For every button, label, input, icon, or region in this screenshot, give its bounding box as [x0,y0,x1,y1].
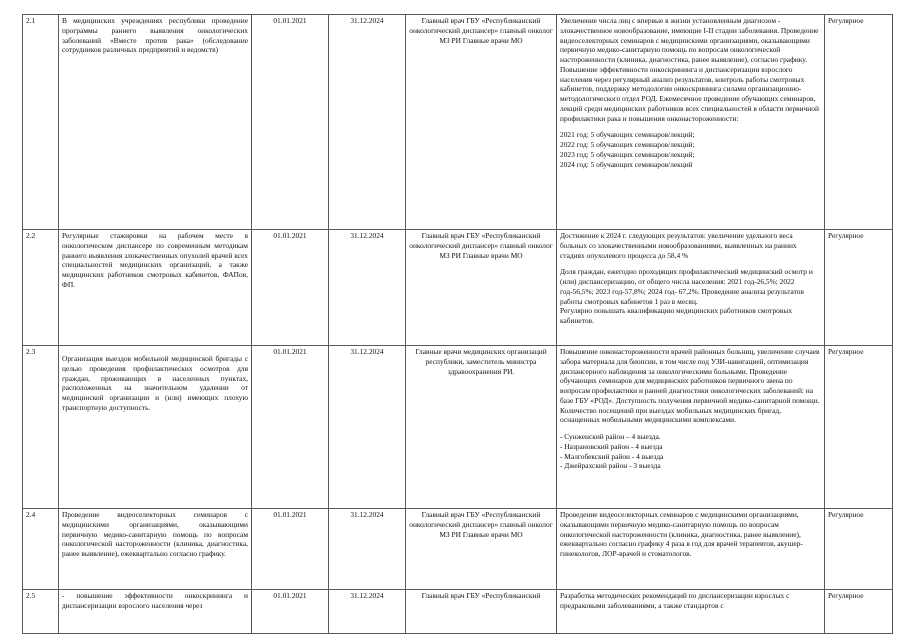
result-paragraph: Достижение к 2024 г. следующих результатов: увеличение удельного веса больных со злокачественными новообразованиями, выявленных на ранних стадиях опухолевого процесса до 58,4 % [560,231,797,260]
end-date: 31.12.2024 [329,230,406,346]
table-row [23,15,893,230]
start-date: 01.01.2021 [252,230,329,346]
responsible-cell: Главный врач ГБУ «Республиканский онкологический диспансер» главный онколог МЗ РИ Главные врачи МО [406,230,557,346]
end-date: 31.12.2024 [329,509,406,590]
result-paragraph: Регулярно повышать квалификацию медицинских работников смотровых кабинетов. [560,306,793,326]
result-cell [557,346,825,509]
responsible-cell: Главный врач ГБУ «Республиканский онкологический диспансер» главный онколог МЗ РИ Главные врачи МО [406,15,557,230]
blank-line [62,347,248,354]
frequency-cell: Регулярное [825,590,893,634]
blank-line [560,425,821,432]
result-cell [557,590,825,634]
start-date: 01.01.2021 [252,346,329,509]
start-date: 01.01.2021 [252,509,329,590]
result-paragraph: Разработка методических рекомендаций по диспансеризации взрослых с предраковыми заболеваниями, а также стандартов с [560,591,790,610]
end-date: 31.12.2024 [329,15,406,230]
end-date: 31.12.2024 [329,590,406,634]
result-cell [557,509,825,590]
responsible-cell: Главный врач ГБУ «Республиканский [406,590,557,634]
table-row [23,509,893,590]
result-paragraph: Проведение видеоселекторных семинаров с медицинскими организациями, оказывающими первичную медико-санитарную помощь по вопросам онкологической настороженности (клиника, диагностика, ранее выявление), ежеквартально согласно графику 4 раза в год для врачей терапевтов, акушер-гинекологов, ЛОР-врачей и стоматологов. [560,510,803,559]
row-number: 2.3 [23,346,59,509]
table-row [23,590,893,634]
activity-text: Организация выездов мобильной медицинской бригады с целью проведения профилактических осмотров для граждан, проживающих в населенных пунктах, расположенных на значительном удалении от медицинской организации и (или) имеющих плохую транспортную доступность. [62,354,248,412]
result-cell [557,230,825,346]
result-paragraph: 2021 год: 5 обучающих семинаров/лекций; [560,130,695,140]
result-paragraph: Повышение эффективности онкоскрининга и диспансеризации взрослого населения через регулярный анализ результатов, контроль работы смотровых кабинетов, поддержку методологии онкоскрининга силами организационно-методологического отдел РОД. Ежемесячное проведение обучающих семинаров, лекций среди медицинских работников всех специальностей в области первичной профилактики рака и повышения онконастороженности: [560,64,819,123]
row-number: 2.4 [23,509,59,590]
activity-cell: Регулярные стажировки на рабочем месте в онкологическом диспансере по современным методикам раннего выявления злокачественных опухолей врачей всех специальностей медицинских организаций, а также медицинских работников смотровых кабинетов, ФАПов, ФП. [59,230,252,346]
result-paragraph: - Назрановский район - 4 выезда [560,441,663,451]
result-cell [557,15,825,230]
result-paragraph: 2023 год: 5 обучающих семинаров/лекций; [560,149,695,159]
start-date: 01.01.2021 [252,15,329,230]
result-paragraph: 2022 год: 5 обучающих семинаров/лекций; [560,140,695,150]
result-paragraph: Доля граждан, ежегодно проходящих профилактический медицинский осмотр и (или) диспансеризацию, от общего числа населения: 2021 год-26,5%; 2022 год-56,5%; 2023 год-57,8%; 2024 год- 67,2%. Проведение анализа результатов работы смотровых кабинетов 1 раз в месяц. [560,267,813,306]
frequency-cell: Регулярное [825,15,893,230]
frequency-cell: Регулярное [825,509,893,590]
start-date: 01.01.2021 [252,590,329,634]
table-row [23,346,893,509]
row-number: 2.5 [23,590,59,634]
row-number: 2.1 [23,15,59,230]
frequency-cell: Регулярное [825,230,893,346]
activity-cell: - повышение эффективности онкоскрининга и диспансеризации взрослого населения через [59,590,252,634]
blank-line [560,123,821,130]
responsible-cell: Главные врачи медицинских организаций республики, заместитель министра здравоохранения РИ. [406,346,557,509]
blank-line [560,260,821,267]
measures-table [22,14,893,634]
responsible-cell: Главный врач ГБУ «Республиканский онкологический диспансер» главный онколог МЗ РИ Главные врачи МО [406,509,557,590]
result-paragraph: - Джейрахский район - 3 выезда [560,461,661,471]
result-paragraph: Увеличение числа лиц с впервые в жизни установленным диагнозом - злокачественное новообразование, имеющие I-II стадии заболевания. Проведение видеоселекторных семинаров с медицинскими организациями, оказывающими первичную медико-санитарную помощь по вопросам онкологической настороженности (клиника, диагностика, ранее выявление), согласно графику. [560,16,819,65]
row-number: 2.2 [23,230,59,346]
result-paragraph: - Сунженский район – 4 выезда. [560,432,661,442]
activity-cell [59,346,252,509]
activity-cell: В медицинских учреждениях республики проведение программы раннего выявления онкологических заболеваний «Вместе против рака» (обследование сотрудников различных предприятий и ведомств) [59,15,252,230]
result-paragraph: - Малгобекский район - 4 выезда [560,451,664,461]
result-paragraph: Повышение онконастороженности врачей районных больниц, увеличение случаев забора материала для биопсии, в том числе под УЗИ-навигацией, оптимизация диспансерного наблюдения за онкологическими больными. Проведение обучающих семинаров для медицинских работников первичного звена по вопросам профилактики и ранней диагностики онкологических заболеваний: на базе ГБУ «РОД». Доступность получения первичной медико-санитарной помощи. Количество посещений при выездах мобильных медицинских бригад, оснащенных мобильными медицинскими комплексами. [560,347,820,425]
end-date: 31.12.2024 [329,346,406,509]
result-paragraph: 2024 год: 5 обучающих семинаров/лекций [560,159,693,169]
table-row [23,230,893,346]
activity-cell: Проведение видеоселекторных семинаров с медицинскими организациями, оказывающими первичную медико-санитарную помощь по вопросам онкологической настороженности (клиника, диагностика, ранее выявление), ежеквартально согласно графику. [59,509,252,590]
frequency-cell: Регулярное [825,346,893,509]
